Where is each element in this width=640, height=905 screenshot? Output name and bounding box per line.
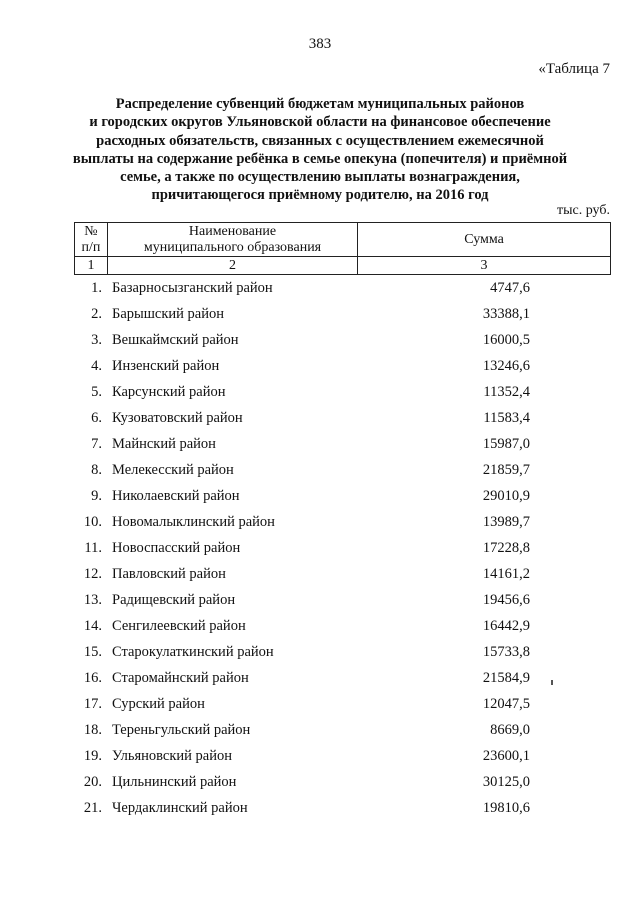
title-line: семье, а также по осуществлению выплаты вознаграждения,: [120, 169, 520, 186]
table-row: [0, 356, 640, 382]
row-number: 8.: [91, 462, 102, 478]
row-sum: 16442,9: [482, 618, 530, 634]
row-number: 17.: [83, 696, 102, 712]
row-sum: 13989,7: [482, 514, 530, 530]
table-label: «Таблица 7: [538, 61, 610, 77]
table-row: [0, 642, 640, 668]
table-row: [0, 616, 640, 642]
row-number: 7.: [91, 436, 102, 452]
table-row: [0, 590, 640, 616]
row-sum: 21584,9: [482, 670, 530, 686]
header-num-line2: п/п: [81, 239, 101, 255]
row-number: 2.: [91, 306, 102, 322]
row-name: Старокулаткинский район: [112, 644, 274, 660]
row-sum: 8669,0: [490, 722, 530, 738]
row-number: 21.: [83, 800, 102, 816]
row-number: 15.: [83, 644, 102, 660]
table-row: [0, 512, 640, 538]
row-sum: 16000,5: [482, 332, 530, 348]
row-number: 13.: [83, 592, 102, 608]
document-title: [60, 95, 580, 205]
row-name: Новомалыклинский район: [112, 514, 275, 530]
row-name: Майнский район: [112, 436, 216, 452]
row-name: Ульяновский район: [112, 748, 233, 764]
row-name: Кузоватовский район: [112, 410, 243, 426]
table-row: [0, 330, 640, 356]
row-sum: 30125,0: [482, 774, 530, 790]
table-row: [0, 668, 640, 694]
row-number: 20.: [83, 774, 102, 790]
table-row: [0, 486, 640, 512]
table-row: [0, 278, 640, 304]
table-row: [0, 538, 640, 564]
title-line: причитающегося приёмному родителю, на 2016 год: [151, 187, 489, 204]
units-label: тыс. руб.: [557, 203, 610, 218]
row-sum: 12047,5: [482, 696, 530, 712]
table-header: [74, 222, 611, 275]
row-number: 12.: [83, 566, 102, 582]
header-name-line2: муниципального образования: [143, 239, 322, 255]
header-num: [75, 223, 108, 257]
row-name: Тереньгульский район: [112, 722, 251, 738]
row-number: 4.: [91, 358, 102, 374]
table-row: [0, 564, 640, 590]
header-col-index-1: 1: [75, 257, 108, 275]
table-row: [0, 408, 640, 434]
row-name: Сенгилеевский район: [112, 618, 246, 634]
row-name: Инзенский район: [112, 358, 220, 374]
row-name: Мелекесский район: [112, 462, 234, 478]
row-sum: 11583,4: [483, 410, 530, 426]
table-row: [0, 460, 640, 486]
row-number: 10.: [83, 514, 102, 530]
row-name: Павловский район: [112, 566, 226, 582]
table-row: [0, 720, 640, 746]
row-number: 5.: [91, 384, 102, 400]
row-name: Новоспасский район: [112, 540, 241, 556]
row-number: 3.: [91, 332, 102, 348]
table-row: [0, 304, 640, 330]
row-sum: 13246,6: [482, 358, 530, 374]
scan-mark: [551, 680, 553, 685]
table-row: [0, 382, 640, 408]
row-number: 14.: [83, 618, 102, 634]
row-name: Барышский район: [112, 306, 224, 322]
header-col-index-2: 2: [107, 257, 357, 275]
table-row: [0, 798, 640, 824]
row-name: Радищевский район: [112, 592, 236, 608]
header-sum: Сумма: [358, 223, 611, 257]
row-name: Чердаклинский район: [112, 800, 248, 816]
row-sum: 15733,8: [482, 644, 530, 660]
row-sum: 19810,6: [482, 800, 530, 816]
header-num-line1: №: [84, 223, 98, 239]
row-name: Вешкаймский район: [112, 332, 239, 348]
row-sum: 15987,0: [482, 436, 530, 452]
table-row: [0, 434, 640, 460]
row-number: 9.: [91, 488, 102, 504]
row-name: Николаевский район: [112, 488, 240, 504]
row-number: 6.: [91, 410, 102, 426]
title-line: Распределение субвенций бюджетам муниципальных районов: [115, 96, 525, 112]
row-number: 18.: [83, 722, 102, 738]
table-body: [0, 278, 640, 824]
row-sum: 11352,4: [483, 384, 530, 400]
row-name: Цильнинский район: [112, 774, 237, 790]
row-sum: 33388,1: [482, 306, 530, 322]
row-sum: 23600,1: [482, 748, 530, 764]
row-sum: 21859,7: [482, 462, 530, 478]
header-col-index-3: 3: [358, 257, 611, 275]
title-line: выплаты на содержание ребёнка в семье опекуна (попечителя) и приёмной: [72, 150, 568, 167]
row-name: Базарносызганский район: [112, 280, 273, 296]
row-number: 1.: [91, 280, 102, 296]
row-name: Карсунский район: [112, 384, 226, 400]
row-sum: 4747,6: [490, 280, 530, 296]
row-sum: 17228,8: [482, 540, 530, 556]
row-number: 19.: [83, 748, 102, 764]
table-row: [0, 772, 640, 798]
header-name-line1: Наименование: [188, 223, 277, 239]
title-line: расходных обязательств, связанных с осуществлением ежемесячной: [96, 132, 544, 149]
header-name: [107, 223, 357, 257]
row-sum: 14161,2: [482, 566, 530, 582]
page-number: 383: [308, 36, 332, 52]
row-name: Сурский район: [112, 696, 205, 712]
row-number: 16.: [83, 670, 102, 686]
title-line: и городских округов Ульяновской области на финансовое обеспечение: [89, 114, 551, 131]
row-number: 11.: [84, 540, 102, 556]
row-sum: 19456,6: [482, 592, 530, 608]
row-sum: 29010,9: [482, 488, 530, 504]
table-row: [0, 694, 640, 720]
table-row: [0, 746, 640, 772]
row-name: Старомайнский район: [112, 670, 249, 686]
